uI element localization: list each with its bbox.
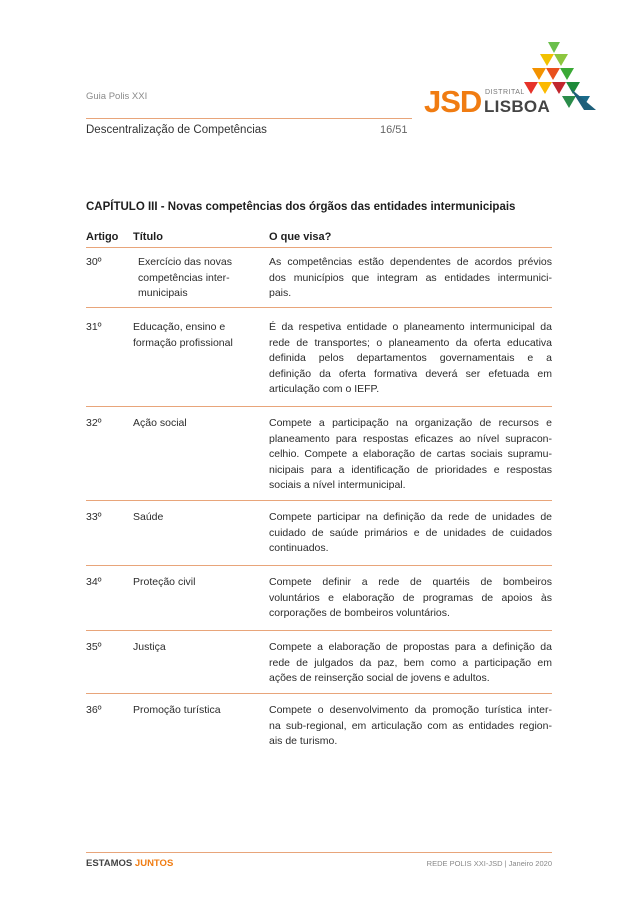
- row-titulo: [133, 703, 253, 719]
- header-page-number: 16/51: [380, 124, 408, 136]
- row-description: [269, 575, 552, 622]
- row-description-line: dos municípios que integram as entidades intermunici-: [269, 271, 552, 284]
- row-description-line: rede de julgados da paz, bem como a participação em: [269, 656, 552, 669]
- row-description-line: É da respetiva entidade o planeamento intermunicipal da: [269, 321, 552, 333]
- header-guide-label: Guia Polis XXI: [86, 91, 148, 102]
- row-description-line: planeamento para respostas eficazes ao nível supracon-: [269, 432, 552, 445]
- row-titulo: [133, 510, 253, 526]
- row-description-line: rede de transportes; o planeamento da oferta educativa: [269, 336, 552, 349]
- row-description-line: Compete a participação na organização de recursos e: [269, 417, 552, 429]
- table-header-rule: [86, 247, 552, 248]
- row-description-line: nicipais para a identificação de prioridades e respostas: [269, 463, 552, 476]
- row-divider: [86, 565, 552, 566]
- row-artigo: 33º: [86, 511, 102, 523]
- header-rule: [86, 118, 412, 119]
- row-description: [269, 703, 552, 750]
- row-titulo: [138, 255, 253, 302]
- row-description: [269, 255, 552, 302]
- row-titulo-line: Educação, ensino e: [133, 321, 226, 333]
- row-description-line: na sub-regional, em articulação com as entidades region-: [269, 719, 552, 732]
- row-artigo: 30º: [86, 256, 102, 268]
- row-description: [269, 640, 552, 687]
- column-header-titulo: Título: [133, 231, 163, 243]
- row-description: [269, 320, 552, 398]
- row-divider: [86, 500, 552, 501]
- footer-source: REDE POLIS XXI-JSD | Janeiro 2020: [426, 859, 552, 868]
- row-titulo: [133, 320, 253, 351]
- footer-slogan-part2: JUNTOS: [134, 858, 174, 869]
- row-description-line: definida pelos departamentos governamentais e a: [269, 352, 552, 364]
- chapter-heading: CAPÍTULO III - Novas competências dos órgãos das entidades intermunicipais: [86, 201, 516, 213]
- logo-distrital-text: DISTRITAL: [485, 89, 525, 96]
- row-titulo-line: Proteção civil: [133, 576, 196, 588]
- row-description: [269, 416, 552, 494]
- row-titulo-line: competências inter-: [138, 271, 230, 284]
- footer-slogan: [86, 858, 173, 869]
- row-titulo-line: Ação social: [133, 417, 187, 429]
- row-artigo: 31º: [86, 321, 102, 333]
- row-titulo-line: formação profissional: [133, 336, 233, 349]
- footer-slogan-part1: ESTAMOS: [86, 858, 135, 869]
- row-titulo: [133, 416, 253, 432]
- row-divider: [86, 693, 552, 694]
- row-artigo: 32º: [86, 417, 102, 429]
- row-titulo-line: Exercício das novas: [138, 256, 232, 268]
- row-description-line: ais de turismo.: [269, 735, 338, 747]
- logo-jsd-text: JSD: [424, 84, 482, 119]
- row-description-line: sociais a nível intermunicipal.: [269, 479, 406, 491]
- row-description: [269, 510, 552, 557]
- row-divider: [86, 307, 552, 308]
- row-description-line: cuidado de saúde primários e de unidades de cuidados: [269, 526, 552, 539]
- column-header-artigo: Artigo: [86, 231, 119, 243]
- footer-rule: [86, 852, 552, 853]
- row-titulo: [133, 575, 253, 591]
- row-description-line: Compete a elaboração de propostas para a definição da: [269, 641, 552, 653]
- row-description-line: pais.: [269, 287, 292, 299]
- row-titulo-line: Justiça: [133, 641, 166, 653]
- row-artigo: 34º: [86, 576, 102, 588]
- row-description-line: definição da oferta formativa deverá ser efetuada em: [269, 367, 552, 380]
- row-divider: [86, 406, 552, 407]
- row-titulo-line: Saúde: [133, 511, 164, 523]
- row-divider: [86, 630, 552, 631]
- column-header-visa: O que visa?: [269, 231, 332, 243]
- row-artigo: 36º: [86, 704, 102, 716]
- row-description-line: Compete participar na definição da rede de unidades de: [269, 511, 552, 523]
- header-title: Descentralização de Competências: [86, 124, 267, 136]
- row-description-line: continuados.: [269, 542, 329, 554]
- row-description-line: corporações de bombeiros voluntários.: [269, 607, 450, 619]
- row-description-line: Compete definir a rede de quartéis de bombeiros: [269, 576, 552, 588]
- row-titulo-line: Promoção turística: [133, 704, 221, 716]
- row-description-line: As competências estão dependentes de acordos prévios: [269, 256, 552, 268]
- row-description-line: articulação com o IEFP.: [269, 383, 380, 395]
- row-titulo-line: municipais: [138, 287, 188, 299]
- row-description-line: Compete o desenvolvimento da promoção turística inter-: [269, 704, 552, 716]
- row-description-line: ações de reinserção social de jovens e adultos.: [269, 672, 490, 684]
- row-description-line: celhio. Compete a elaboração de cartas sociais supramu-: [269, 448, 552, 460]
- row-artigo: 35º: [86, 641, 102, 653]
- logo-lisboa-text: LISBOA: [484, 97, 551, 116]
- row-description-line: voluntários e elaboração de programas de apoios às: [269, 591, 552, 604]
- row-titulo: [133, 640, 253, 656]
